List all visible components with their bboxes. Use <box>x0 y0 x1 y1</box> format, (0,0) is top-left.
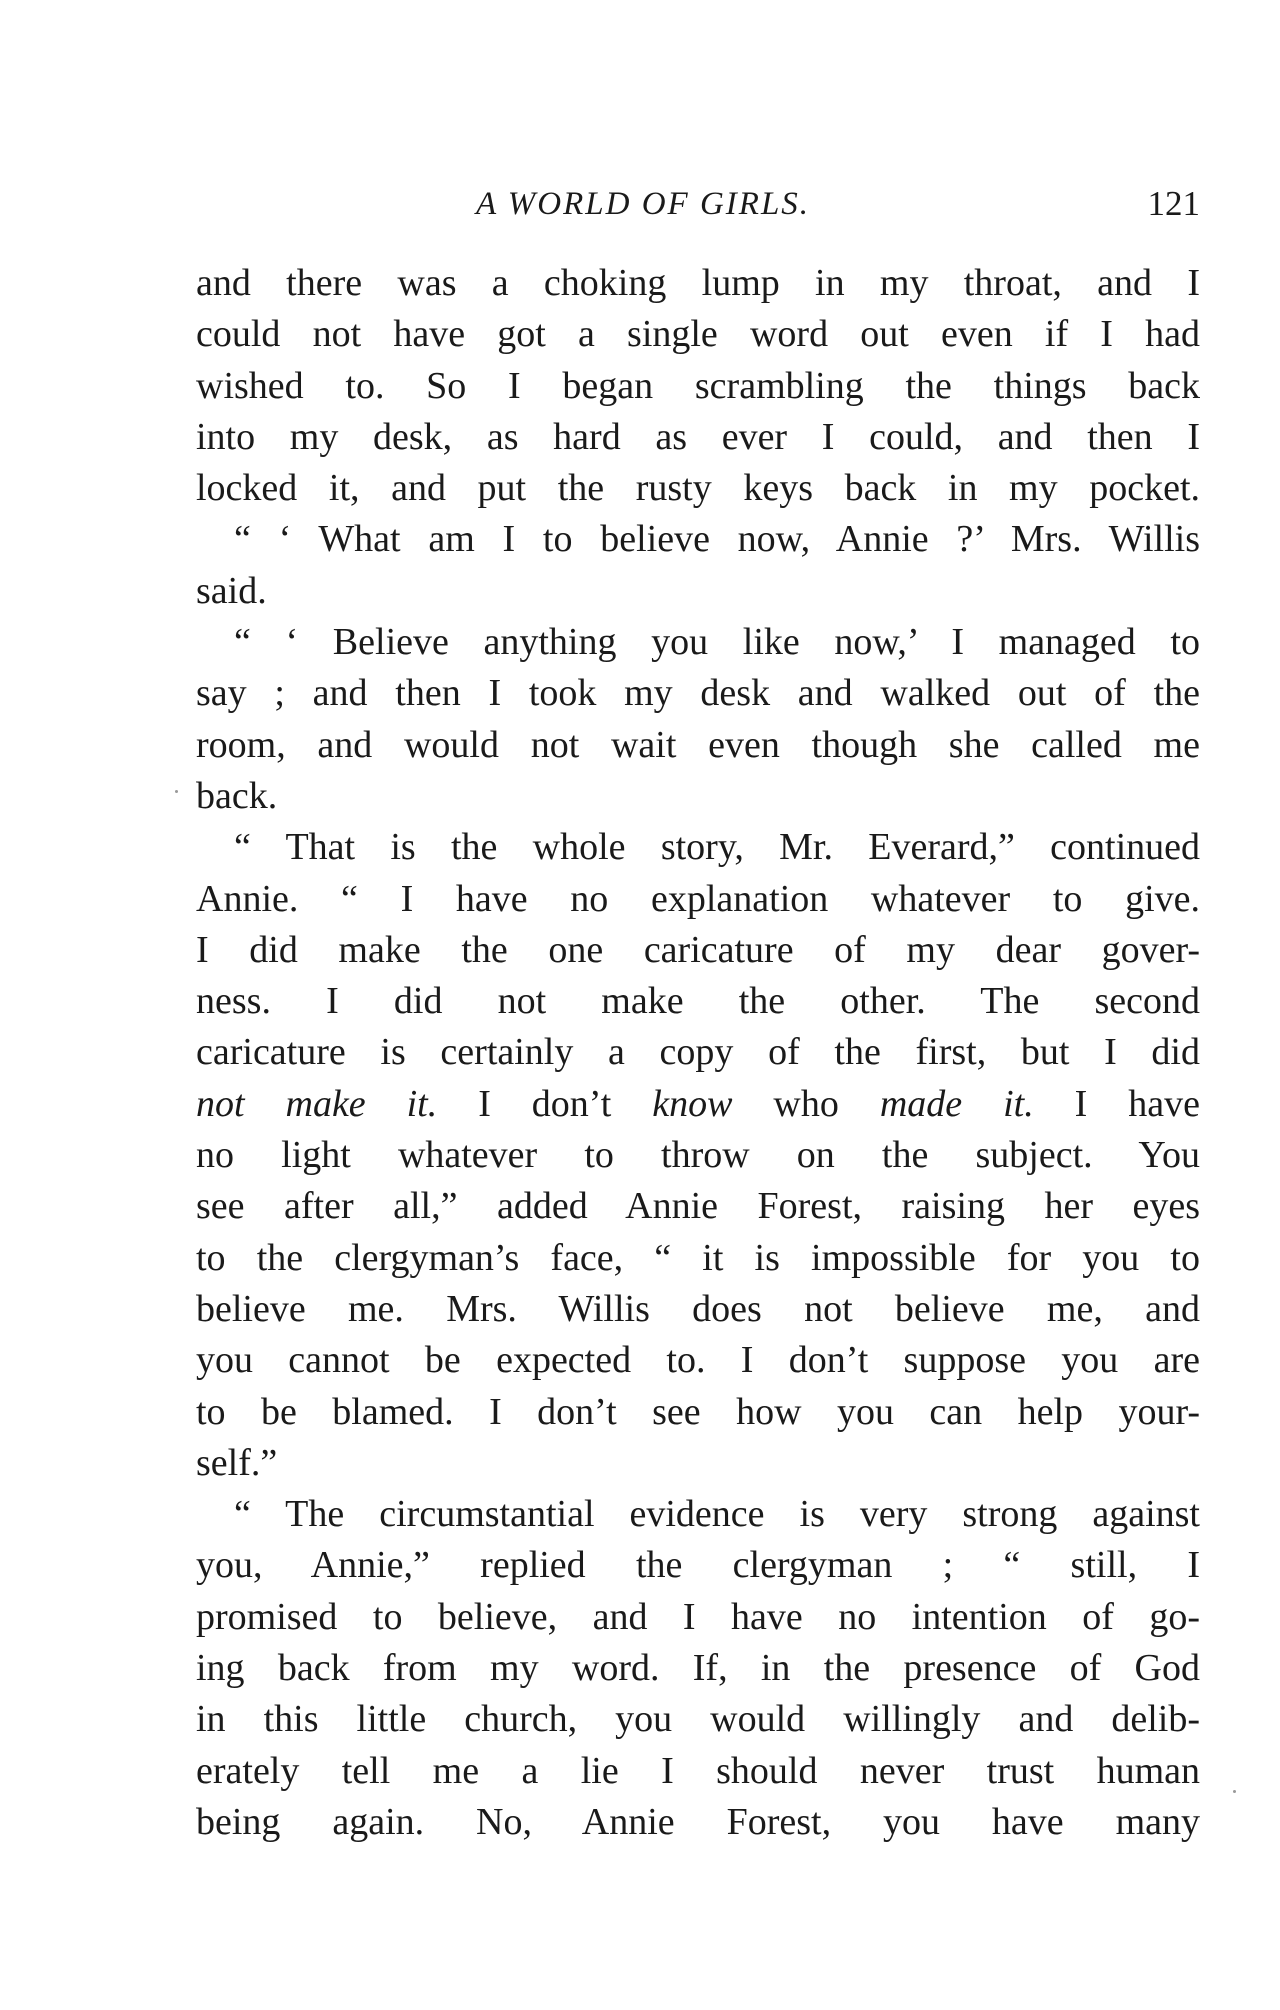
text-line: and there was a choking lump in my throat, and I <box>196 262 1200 304</box>
text-line: being again. No, Annie Forest, you have many <box>196 1800 1200 1843</box>
text-line: believe me. Mrs. Willis does not believe me, and <box>196 1287 1200 1330</box>
text-line: no light whatever to throw on the subject. You <box>196 1134 1200 1177</box>
text-line: to be blamed. I don’t see how you can help your- <box>196 1390 1200 1433</box>
emphasis-text: not make it. <box>196 1082 438 1125</box>
emphasis-text: made it. <box>879 1082 1034 1125</box>
text-line: “ The circumstantial evidence is very strong against <box>234 1493 1200 1536</box>
text-line: “ ‘ Believe anything you like now,’ I managed to <box>234 621 1200 664</box>
text-line: locked it, and put the rusty keys back in my pocket. <box>196 467 1200 510</box>
text-line: not make it. I don’t know who made it. I have <box>196 1082 1200 1125</box>
text-line: self.” <box>196 1441 278 1484</box>
page-header <box>196 176 1200 232</box>
text-line: you, Annie,” replied the clergyman ; “ still, I <box>196 1544 1200 1587</box>
text-line: ness. I did not make the other. The second <box>196 980 1200 1023</box>
page-number: 121 <box>1147 184 1200 223</box>
text-line: you cannot be expected to. I don’t suppose you are <box>196 1339 1200 1382</box>
text-line: said. <box>196 569 267 612</box>
text-line: into my desk, as hard as ever I could, and then I <box>196 415 1200 458</box>
text-line: room, and would not wait even though she called me <box>196 723 1200 766</box>
emphasis-text: know <box>652 1082 733 1125</box>
text-line: see after all,” added Annie Forest, raising her eyes <box>196 1185 1200 1228</box>
text-line: could not have got a single word out even if I had <box>196 313 1200 356</box>
running-title: A WORLD OF GIRLS. <box>476 186 811 222</box>
text-line: back. <box>196 774 278 817</box>
text-line: Annie. “ I have no explanation whatever to give. <box>196 877 1200 920</box>
text-line: in this little church, you would willingly and delib- <box>196 1698 1200 1741</box>
text-line: I did make the one caricature of my dear gover- <box>196 928 1200 971</box>
text-line: wished to. So I began scrambling the things back <box>196 364 1200 407</box>
paper-speck <box>175 790 178 793</box>
text-line: erately tell me a lie I should never trust human <box>196 1749 1200 1792</box>
text-line: promised to believe, and I have no intention of go- <box>196 1595 1200 1638</box>
text-line: say ; and then I took my desk and walked out of the <box>196 672 1200 715</box>
text-line: “ That is the whole story, Mr. Everard,” continued <box>234 826 1200 869</box>
body-text <box>196 258 1200 1848</box>
paper-speck <box>1233 1790 1236 1793</box>
text-line: caricature is certainly a copy of the first, but I did <box>196 1031 1200 1074</box>
text-line: “ ‘ What am I to believe now, Annie ?’ Mrs. Willis <box>234 518 1200 561</box>
text-line: ing back from my word. If, in the presence of God <box>196 1647 1200 1690</box>
text-line: to the clergyman’s face, “ it is impossible for you to <box>196 1236 1200 1279</box>
